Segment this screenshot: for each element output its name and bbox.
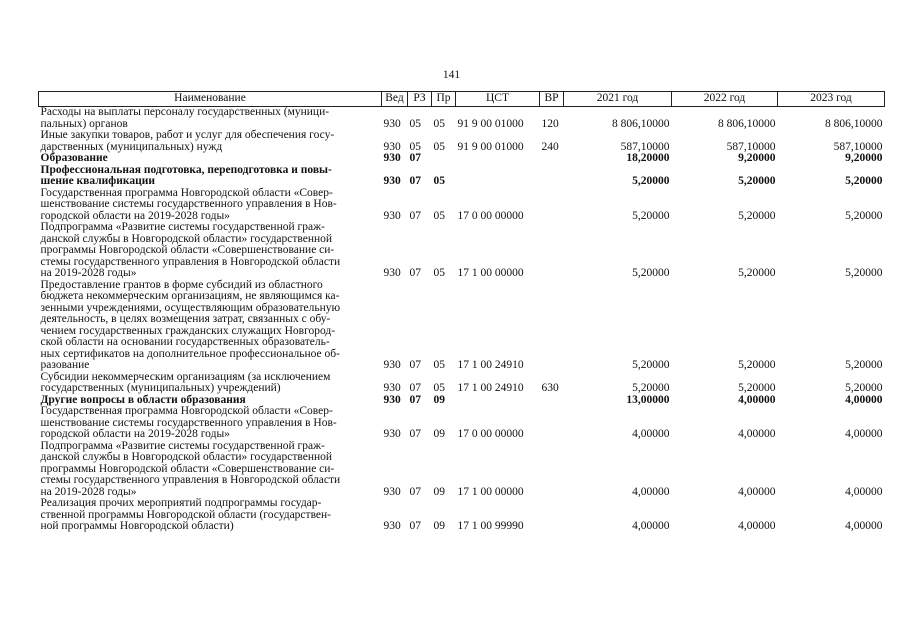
cell-name bbox=[39, 441, 382, 499]
cell-vr bbox=[540, 153, 564, 165]
cell-2021: 18,20000 bbox=[626, 152, 670, 164]
cell-2023: 5,20000 bbox=[845, 209, 883, 222]
cell-rz: 07 bbox=[409, 393, 421, 406]
page-number: 141 bbox=[442, 69, 461, 81]
cell-rz: 07 bbox=[409, 175, 421, 187]
table-row bbox=[39, 406, 885, 441]
name-line: Подпрограмма «Развитие системы государственной граж- bbox=[40, 439, 325, 452]
cell-cst: 17 1 00 99990 bbox=[457, 520, 524, 532]
cell-2022: 5,20000 bbox=[738, 359, 776, 371]
cell-cst bbox=[456, 395, 540, 407]
name-line: деятельность, в целях возмещения затрат, связанных с обу- bbox=[40, 313, 331, 325]
cell-2021: 5,20000 bbox=[632, 209, 670, 222]
table-row bbox=[39, 498, 885, 533]
cell-2022: 4,00000 bbox=[738, 485, 776, 498]
cell-vr bbox=[540, 188, 564, 223]
cell-pr: 09 bbox=[433, 485, 445, 498]
cell-vr bbox=[540, 165, 564, 188]
name-line: шенствование системы государственного управления в Нов- bbox=[40, 198, 337, 210]
cell-2023: 5,20000 bbox=[845, 267, 883, 279]
cell-vr bbox=[540, 395, 564, 407]
cell-2021: 5,20000 bbox=[632, 382, 670, 394]
name-line: Предоставление грантов в форме субсидий из областного bbox=[40, 278, 323, 291]
name-line: Субсидии некоммерческим организациям (за исключением bbox=[40, 370, 331, 383]
name-line: ской области на основании государственных образователь- bbox=[40, 336, 330, 348]
cell-2021: 5,20000 bbox=[632, 267, 670, 279]
cell-2023: 5,20000 bbox=[845, 382, 883, 394]
name-line: ной программы Новгородской области) bbox=[40, 520, 234, 532]
name-line: Государственная программа Новгородской области «Совер- bbox=[40, 405, 333, 417]
cell-rz: 07 bbox=[409, 382, 421, 394]
table-row bbox=[39, 188, 885, 223]
name-line: ных сертификатов на дополнительное профессиональное об- bbox=[40, 347, 340, 360]
cell-rz: 07 bbox=[409, 152, 421, 164]
cell-vr bbox=[540, 406, 564, 441]
cell-vr bbox=[540, 441, 564, 499]
cell-cst: 17 1 00 24910 bbox=[457, 359, 524, 371]
cell-2023: 5,20000 bbox=[845, 359, 883, 371]
cell-name bbox=[39, 153, 382, 165]
name-line: Образование bbox=[40, 152, 108, 164]
cell-2023: 4,00000 bbox=[845, 393, 883, 406]
name-line: данской службы в Новгородской области» государственной bbox=[40, 451, 333, 463]
cell-name bbox=[39, 107, 382, 131]
cell-ved: 930 bbox=[383, 209, 401, 222]
cell-pr: 09 bbox=[433, 428, 445, 440]
name-line: городской области на 2019-2028 годы» bbox=[40, 209, 230, 222]
table-row bbox=[39, 441, 885, 499]
cell-2023: 4,00000 bbox=[845, 485, 883, 498]
cell-2022: 5,20000 bbox=[738, 175, 776, 187]
cell-pr: 05 bbox=[433, 209, 445, 222]
cell-2023: 4,00000 bbox=[845, 428, 883, 440]
cell-rz: 07 bbox=[409, 209, 421, 222]
budget-table bbox=[38, 91, 885, 533]
cell-vr: 630 bbox=[541, 382, 559, 394]
cell-2023: 5,20000 bbox=[845, 175, 883, 187]
name-line: Профессиональная подготовка, переподготовка и повы- bbox=[40, 163, 332, 176]
cell-pr: 05 bbox=[433, 267, 445, 279]
table-row bbox=[39, 222, 885, 280]
cell-cst: 17 0 00 00000 bbox=[457, 209, 524, 222]
name-line: стемы государственного управления в Новгородской области bbox=[40, 474, 341, 486]
name-line: Иные закупки товаров, работ и услуг для обеспечения госу- bbox=[40, 129, 335, 141]
cell-pr: 05 bbox=[433, 175, 445, 187]
name-line: бюджета некоммерческим организациям, не являющимся ка- bbox=[40, 290, 340, 302]
cell-ved: 930 bbox=[383, 393, 401, 406]
cell-ved: 930 bbox=[383, 140, 401, 153]
col-header-2022: 2022 год bbox=[672, 92, 778, 107]
cell-2022: 4,00000 bbox=[738, 393, 776, 406]
col-header-2023: 2023 год bbox=[778, 92, 885, 107]
table-row bbox=[39, 165, 885, 188]
cell-2021: 4,00000 bbox=[632, 520, 670, 532]
cell-ved: 930 bbox=[383, 382, 401, 394]
name-line: Государственная программа Новгородской области «Совер- bbox=[40, 186, 333, 199]
col-header-rz: РЗ bbox=[408, 92, 432, 107]
cell-rz: 07 bbox=[409, 428, 421, 440]
cell-2021: 13,00000 bbox=[626, 393, 670, 406]
cell-vr bbox=[540, 280, 564, 372]
cell-2022: 5,20000 bbox=[738, 267, 776, 279]
cell-2021: 4,00000 bbox=[632, 428, 670, 440]
cell-pr: 05 bbox=[433, 359, 445, 371]
cell-2021: 5,20000 bbox=[632, 359, 670, 371]
cell-ved: 930 bbox=[383, 267, 401, 279]
name-line: программы Новгородской области «Совершенствование си- bbox=[40, 462, 335, 475]
name-line: зенными учреждениями, осуществляющим образовательную bbox=[40, 301, 341, 314]
cell-2022: 5,20000 bbox=[738, 209, 776, 222]
name-line: дарственных (муниципальных) нужд bbox=[40, 140, 223, 153]
cell-vr: 120 bbox=[541, 117, 559, 130]
col-header-2021: 2021 год bbox=[564, 92, 672, 107]
name-line: государственных (муниципальных) учреждений) bbox=[40, 382, 281, 394]
cell-rz: 05 bbox=[409, 140, 421, 153]
table-body bbox=[39, 107, 885, 533]
cell-name bbox=[39, 406, 382, 441]
name-line: на 2019-2028 годы» bbox=[40, 485, 137, 498]
cell-2021: 5,20000 bbox=[632, 175, 670, 187]
cell-vr bbox=[540, 222, 564, 280]
col-header-pr: Пр bbox=[432, 92, 456, 107]
cell-cst: 17 0 00 00000 bbox=[457, 428, 524, 440]
cell-name bbox=[39, 372, 382, 395]
name-line: ственной программы Новгородской области (государствен- bbox=[40, 508, 332, 521]
cell-ved: 930 bbox=[383, 428, 401, 440]
table-row bbox=[39, 153, 885, 165]
cell-ved: 930 bbox=[383, 485, 401, 498]
cell-cst: 17 1 00 00000 bbox=[457, 267, 524, 279]
cell-name bbox=[39, 498, 382, 533]
name-line: пальных) органов bbox=[40, 117, 128, 130]
cell-rz: 05 bbox=[409, 117, 421, 130]
cell-vr bbox=[540, 498, 564, 533]
cell-2023: 587,10000 bbox=[833, 140, 883, 153]
cell-pr: 09 bbox=[433, 393, 445, 406]
cell-name bbox=[39, 222, 382, 280]
cell-2021: 587,10000 bbox=[620, 140, 670, 153]
table-row bbox=[39, 280, 885, 372]
cell-cst: 91 9 00 01000 bbox=[457, 140, 524, 153]
name-line: стемы государственного управления в Новгородской области bbox=[40, 255, 341, 268]
cell-pr bbox=[432, 153, 456, 165]
cell-2022: 4,00000 bbox=[738, 520, 776, 532]
cell-2021: 4,00000 bbox=[632, 485, 670, 498]
table-header-row bbox=[39, 92, 885, 107]
name-line: шение квалификации bbox=[40, 175, 155, 187]
cell-rz: 07 bbox=[409, 267, 421, 279]
cell-name bbox=[39, 130, 382, 153]
cell-cst bbox=[456, 165, 540, 188]
cell-rz: 07 bbox=[409, 520, 421, 532]
name-line: Другие вопросы в области образования bbox=[40, 393, 246, 406]
cell-pr: 09 bbox=[433, 520, 445, 532]
name-line: Подпрограмма «Развитие системы государственной граж- bbox=[40, 221, 325, 233]
name-line: Реализация прочих мероприятий подпрограммы государ- bbox=[40, 497, 322, 509]
cell-cst: 91 9 00 01000 bbox=[457, 117, 524, 130]
col-header-ved: Вед bbox=[382, 92, 408, 107]
name-line: чением государственных гражданских служащих Новгород- bbox=[40, 324, 336, 337]
cell-ved: 930 bbox=[383, 152, 401, 164]
col-header-name: Наименование bbox=[39, 92, 382, 107]
cell-2021: 8 806,10000 bbox=[612, 117, 670, 130]
cell-2022: 4,00000 bbox=[738, 428, 776, 440]
cell-2023: 9,20000 bbox=[845, 152, 883, 164]
name-line: на 2019-2028 годы» bbox=[40, 267, 137, 279]
cell-2023: 4,00000 bbox=[845, 520, 883, 532]
cell-2022: 5,20000 bbox=[738, 382, 776, 394]
cell-pr: 05 bbox=[433, 382, 445, 394]
cell-name bbox=[39, 165, 382, 188]
name-line: программы Новгородской области «Совершенствование си- bbox=[40, 244, 335, 256]
cell-rz: 07 bbox=[409, 359, 421, 371]
cell-ved: 930 bbox=[383, 520, 401, 532]
cell-rz: 07 bbox=[409, 485, 421, 498]
cell-cst: 17 1 00 00000 bbox=[457, 485, 524, 498]
name-line: городской области на 2019-2028 годы» bbox=[40, 428, 230, 440]
col-header-cst: ЦСТ bbox=[456, 92, 540, 107]
table-row bbox=[39, 107, 885, 131]
table-row bbox=[39, 372, 885, 395]
cell-2022: 587,10000 bbox=[726, 140, 776, 153]
cell-vr: 240 bbox=[541, 140, 559, 153]
cell-cst bbox=[456, 153, 540, 165]
cell-cst: 17 1 00 24910 bbox=[457, 382, 524, 394]
name-line: разование bbox=[40, 359, 90, 371]
cell-ved: 930 bbox=[383, 359, 401, 371]
name-line: Расходы на выплаты персоналу государственных (муници- bbox=[40, 106, 330, 118]
name-line: шенствование системы государственного управления в Нов- bbox=[40, 416, 337, 429]
cell-2022: 9,20000 bbox=[738, 152, 776, 164]
cell-name bbox=[39, 280, 382, 372]
cell-ved: 930 bbox=[383, 175, 401, 187]
cell-name bbox=[39, 188, 382, 223]
cell-ved: 930 bbox=[383, 117, 401, 130]
cell-pr: 05 bbox=[433, 140, 445, 153]
col-header-vr: ВР bbox=[540, 92, 564, 107]
cell-2022: 8 806,10000 bbox=[718, 117, 776, 130]
cell-pr: 05 bbox=[433, 117, 445, 130]
name-line: данской службы в Новгородской области» государственной bbox=[40, 232, 333, 245]
cell-2023: 8 806,10000 bbox=[825, 117, 883, 130]
table-row bbox=[39, 130, 885, 153]
